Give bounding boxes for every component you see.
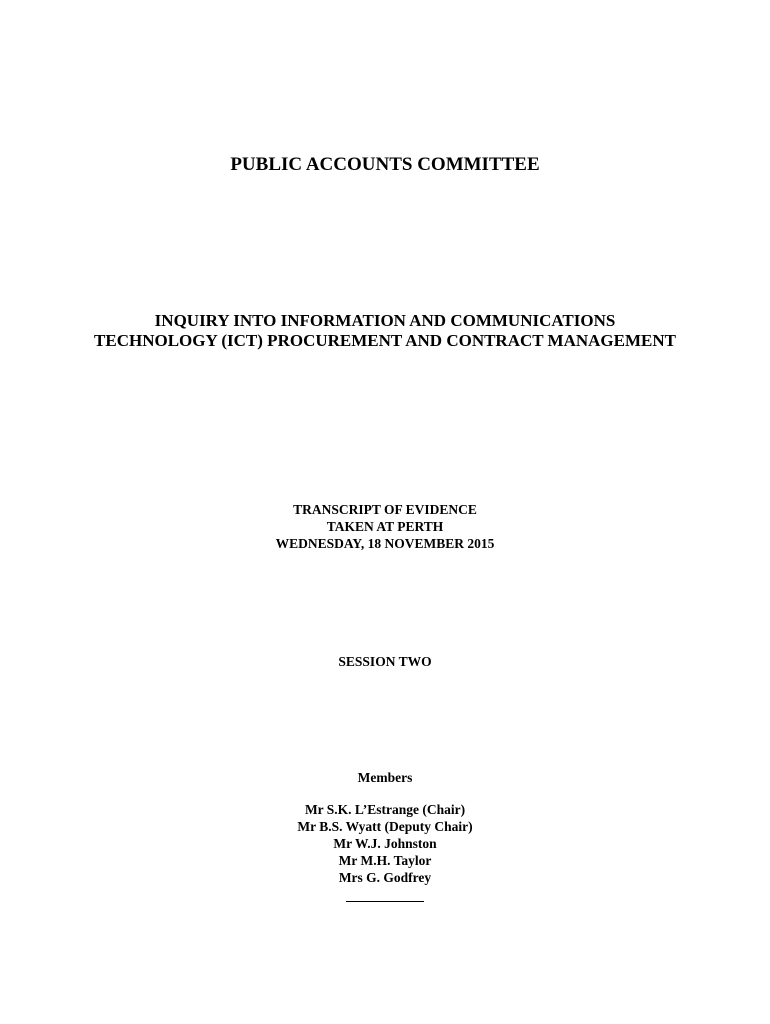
members-list <box>0 801 770 886</box>
inquiry-title-line: INQUIRY INTO INFORMATION AND COMMUNICATIONS <box>154 311 616 330</box>
member-item: Mr M.H. Taylor <box>338 853 432 868</box>
transcript-heading: TRANSCRIPT OF EVIDENCE <box>293 502 477 517</box>
transcript-details <box>0 501 770 552</box>
member-item: Mr S.K. L’Estrange (Chair) <box>304 802 466 817</box>
session-label <box>0 653 770 670</box>
members-heading <box>0 769 770 786</box>
members-heading-text: Members <box>357 770 413 785</box>
inquiry-title <box>0 311 770 351</box>
session-label-text: SESSION TWO <box>338 654 432 669</box>
transcript-location: TAKEN AT PERTH <box>326 519 444 534</box>
member-item: Mrs G. Godfrey <box>338 870 432 885</box>
committee-title-text: PUBLIC ACCOUNTS COMMITTEE <box>230 154 540 175</box>
transcript-date: WEDNESDAY, 18 NOVEMBER 2015 <box>275 536 495 551</box>
inquiry-title-line: TECHNOLOGY (ICT) PROCUREMENT AND CONTRACT MANAGEMENT <box>94 331 676 350</box>
committee-title <box>0 154 770 176</box>
closing-rule <box>346 901 424 902</box>
member-item: Mr W.J. Johnston <box>333 836 437 851</box>
member-item: Mr B.S. Wyatt (Deputy Chair) <box>297 819 473 834</box>
